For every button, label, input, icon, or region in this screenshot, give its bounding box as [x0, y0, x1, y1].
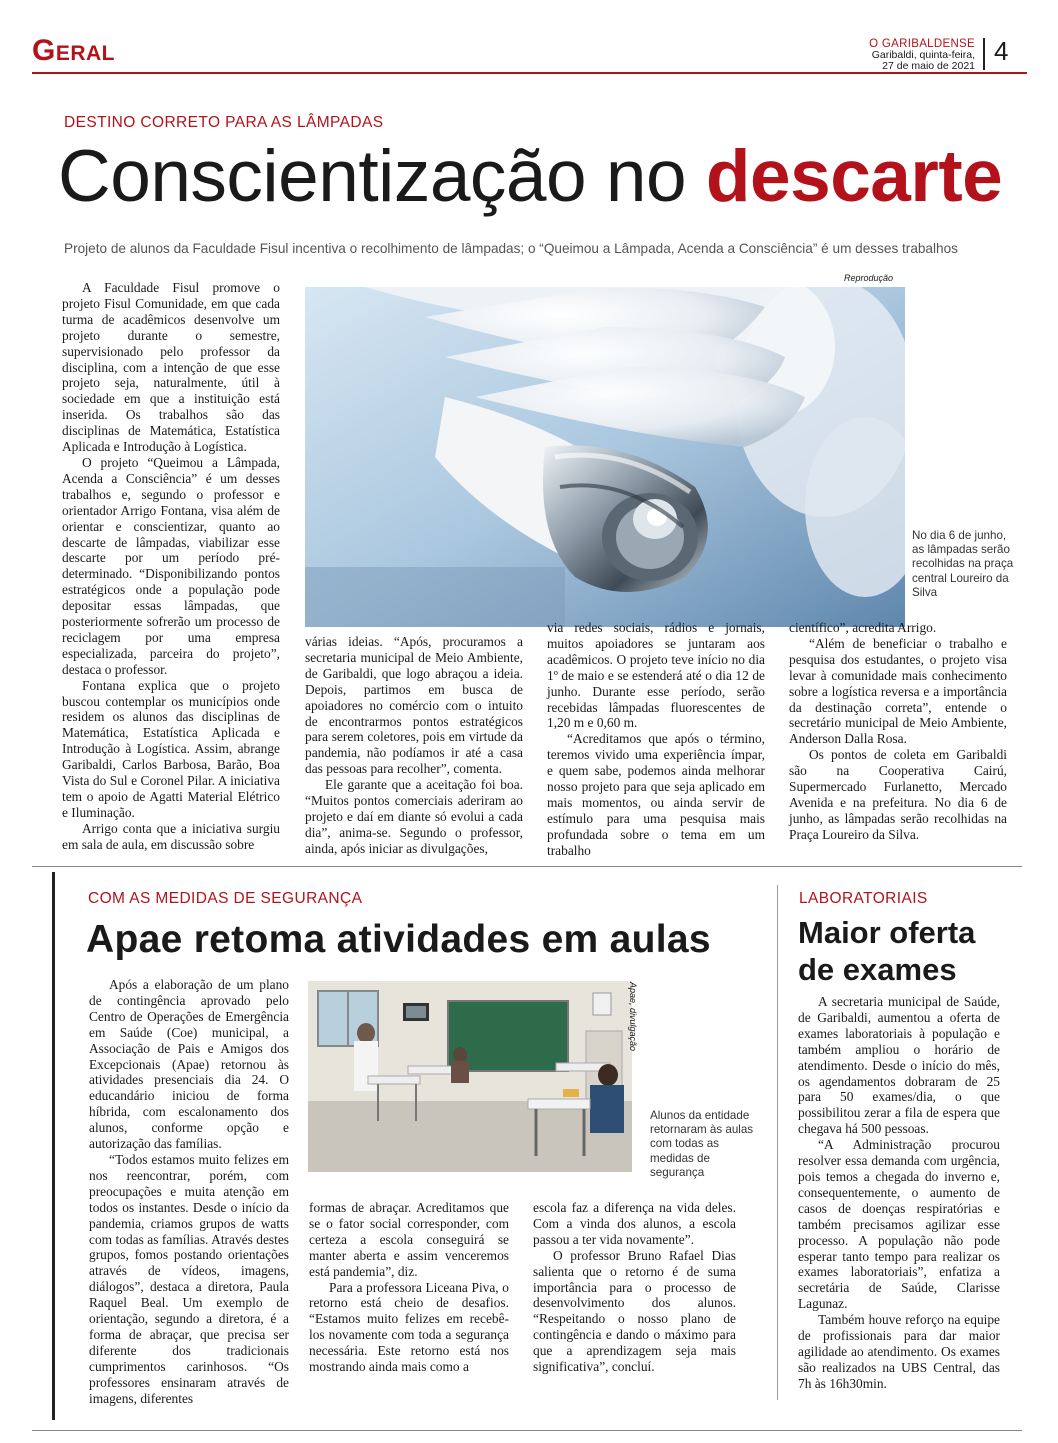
- bottom-rule: [32, 1430, 1022, 1431]
- paragraph: “Todos estamos muito felizes em nos reencontrar, porém, com preocupações e muita atenção em todos os instantes. Desde o início da pandemia, criamos grupos de watts com todas as famílias. Através destes grupos, fomos postando orientações através de vídeos, imagens, diálogos”, destaca a diretora, Paula Raquel Beal. Um exemplo de orientação, segundo a diretora, é a forma de abraçar, que precisa ser diferente dos tradicionais cumprimentos carinhosos. “Os professores ensinaram através de imagens, diferentes: [89, 1151, 289, 1406]
- paragraph: O professor Bruno Rafael Dias salienta que o retorno é de suma importância para o processo de desenvolvimento dos alunos. “Respeitando o nosso plano de contingência e dando o máximo para que a aprendizagem seja mais significativa”, concluí.: [533, 1247, 736, 1375]
- story1-column-2: [305, 634, 523, 857]
- page-number: 4: [994, 36, 1009, 66]
- story3-column: [798, 994, 1000, 1392]
- story2-left-rule: [52, 872, 55, 1420]
- story3-headline: [798, 914, 975, 988]
- paragraph: Arrigo conta que a iniciativa surgiu em sala de aula, em discussão sobre: [62, 820, 280, 852]
- paragraph: Para a professora Liceana Piva, o retorno está cheio de desafios. “Estamos muito felizes em recebê-los novamente com toda a segurança necessária. Este retorno está nos mostrando ainda mais como a: [309, 1279, 509, 1375]
- story3-kicker: LABORATORIAIS: [799, 890, 928, 907]
- page-number-divider: [983, 38, 985, 70]
- lamp-photo: [305, 287, 905, 627]
- paragraph: A secretaria municipal de Saúde, de Garibaldi, aumentou a oferta de exames laboratoriais à população e também ampliou o horário de atendimento. Desde o início do mês, os agendamentos dobraram de 25 para 50 exames/dia, o que possibilitou zerar a fila de espera que chegava há 500 pessoas.: [798, 994, 1000, 1137]
- photo-credit: Reprodução: [844, 273, 894, 283]
- paragraph: Também houve reforço na equipe de profissionais para dar maior agilidade ao atendimento. Os exames são realizados na UBS Central, das 7h às 16h30min.: [798, 1312, 1000, 1391]
- story1-photo-caption: No dia 6 de junho, as lâmpadas serão recolhidas na praça central Loureiro da Silva: [912, 529, 1014, 599]
- paragraph: via redes sociais, rádios e jornais, muitos apoiadores se juntaram aos acadêmicos. O projeto teve início no dia 1º de maio e se estenderá até o dia 12 de junho. Durante esse período, serão recebidas lâmpadas fluorescentes de 1,20 m e 0,60 m.: [547, 620, 765, 731]
- section-title: Geral: [32, 34, 116, 67]
- paragraph: O projeto “Queimou a Lâmpada, Acenda a Consciência” é um desses trabalhos e, segundo o professor e orientador Arrigo Fontana, visa além de orientar e conscientizar, quanto ao descarte de lâmpadas, viabilizar esse descarte por um período pré-determinado. “Disponibilizando pontos estratégicos onde a população pode depositar essas lâmpadas, que posteriormente sofrerão um processo de reciclagem por uma empresa especializada, parceira do projeto”, destaca o professor.: [62, 454, 280, 677]
- headline-part-b: descarte: [705, 136, 1003, 217]
- paragraph: científico”, acredita Arrigo.: [789, 620, 937, 635]
- paragraph: Os pontos de coleta em Garibaldi são na Cooperativa Cairú, Supermercado Furlanetto, Mercado Avenida e na prefeitura. No dia 6 de junho, as lâmpadas serão recolhidas na Praça Loureiro da Silva.: [789, 747, 1007, 842]
- header-rule: [32, 72, 1027, 74]
- story2-photo-caption: Alunos da entidade retornaram às aulas com todas as medidas de segurança: [650, 1109, 754, 1179]
- dateline-2: 27 de maio de 2021: [882, 60, 975, 72]
- headline-line-2: de exames: [798, 952, 957, 987]
- section-rule: [32, 866, 1022, 867]
- story2-column-2: [309, 1200, 509, 1375]
- classroom-illustration: [308, 981, 632, 1172]
- story1-subhead: Projeto de alunos da Faculdade Fisul incentiva o recolhimento de lâmpadas; o “Queimou a Lâmpada, Acenda a Consciência” é um desses trabalhos: [64, 241, 958, 256]
- paragraph: Fontana explica que o projeto buscou contemplar os municípios onde residem os alunos das disciplinas de Matemática, Estatística Aplicada e Introdução à Logística. Assim, abrange Garibaldi, Carlos Barbosa, Barão, Boa Vista do Sul e Coronel Pilar. A iniciativa tem o apoio de Agatti Material Elétrico e Iluminação.: [62, 677, 280, 820]
- story2-photo-credit: Apae, divulgação: [628, 982, 638, 1052]
- dateline-1: Garibaldi, quinta-feira,: [871, 49, 975, 61]
- story1-kicker: DESTINO CORRETO PARA AS LÂMPADAS: [64, 114, 384, 131]
- paragraph: A Faculdade Fisul promove o projeto Fisul Comunidade, em que cada turma de acadêmicos desenvolve um projeto durante o semestre, supervisionado pelo professor da disciplina, com a intenção de que esse projeto seja, naturalmente, útil à sociedade em que a instituição está inserida. Os trabalhos são das disciplinas de Matemática, Estatística Aplicada e Introdução à Logística.: [62, 280, 280, 455]
- paragraph: várias ideias. “Após, procuramos a secretaria municipal de Meio Ambiente, de Garibaldi, que logo abraçou a ideia. Depois, partimos em busca de apoiadores no comércio com o intuito de encontrarmos pontos estratégicos para serem coletores, pois em virtude da pandemia, não podíamos ir até a casa das pessoas para recolher”, comenta.: [305, 634, 523, 777]
- story2-headline: Apae retoma atividades em aulas: [86, 918, 711, 961]
- story1-column-3: [547, 620, 765, 859]
- headline-part-a: Conscientização no: [58, 136, 687, 217]
- paragraph: formas de abraçar. Acreditamos que se o fator social corresponder, com certeza a escola conseguirá se manter aberta e assim venceremos está pandemia”, diz.: [309, 1200, 509, 1279]
- classroom-photo: [308, 981, 632, 1172]
- paragraph: Após a elaboração de um plano de contingência aprovado pelo Centro de Operações de Emergência em Saúde (Coe) municipal, a Associação de Pais e Amigos dos Excepcionais (Apae) retornou às atividades presenciais dia 24. O educandário iniciou de forma híbrida, com escalonamento dos alunos, conforme opção e autorização das famílias.: [89, 977, 289, 1152]
- paragraph: “A Administração procurou resolver essa demanda com urgência, pois temos a chegada do inverno e, consequentemente, o aumento de casos de doenças respiratórias e também precisamos agilizar esse processo. A população não pode esperar tanto tempo para realizar os exames laboratoriais”, enfatiza a secretária de Saúde, Clarisse Lagunaz.: [798, 1137, 1000, 1312]
- lamp-illustration: [305, 287, 905, 627]
- paragraph: “Acreditamos que após o término, teremos vivido uma experiência ímpar, e quem sabe, podemos ainda melhorar nosso projeto para que seja aplicado em mais momentos, ou ainda servir de estímulo para uma pesquisa mais profundada sobre o tema em um trabalho: [547, 731, 765, 858]
- paragraph: Ele garante que a aceitação foi boa. “Muitos pontos comerciais aderiram ao projeto e daí em diante só evolui a cada dia”, anima-se. Segundo o professor, ainda, após iniciar as divulgações,: [305, 777, 523, 856]
- masthead-block: [840, 38, 975, 72]
- paper-name: O GARIBALDENSE: [869, 38, 975, 50]
- story2-column-3: [533, 1200, 736, 1375]
- story1-headline: [58, 132, 1002, 222]
- story2-column-1: [89, 977, 289, 1406]
- story1-column-4: [789, 620, 1007, 843]
- paragraph: “Além de beneficiar o trabalho e pesquisa dos estudantes, o projeto visa levar à comunidade mais conhecimento sobre a logística reversa e a importância da destinação correta”, entende o secretário municipal de Meio Ambiente, Anderson Dalla Rosa.: [789, 635, 1007, 747]
- story1-column-1: [62, 280, 280, 853]
- headline-line-1: Maior oferta: [798, 915, 976, 950]
- story-separator-rule: [777, 885, 778, 1400]
- paragraph: escola faz a diferença na vida deles. Com a vinda dos alunos, a escola passou a ter vida novamente”.: [533, 1200, 736, 1247]
- story2-kicker: COM AS MEDIDAS DE SEGURANÇA: [88, 890, 363, 907]
